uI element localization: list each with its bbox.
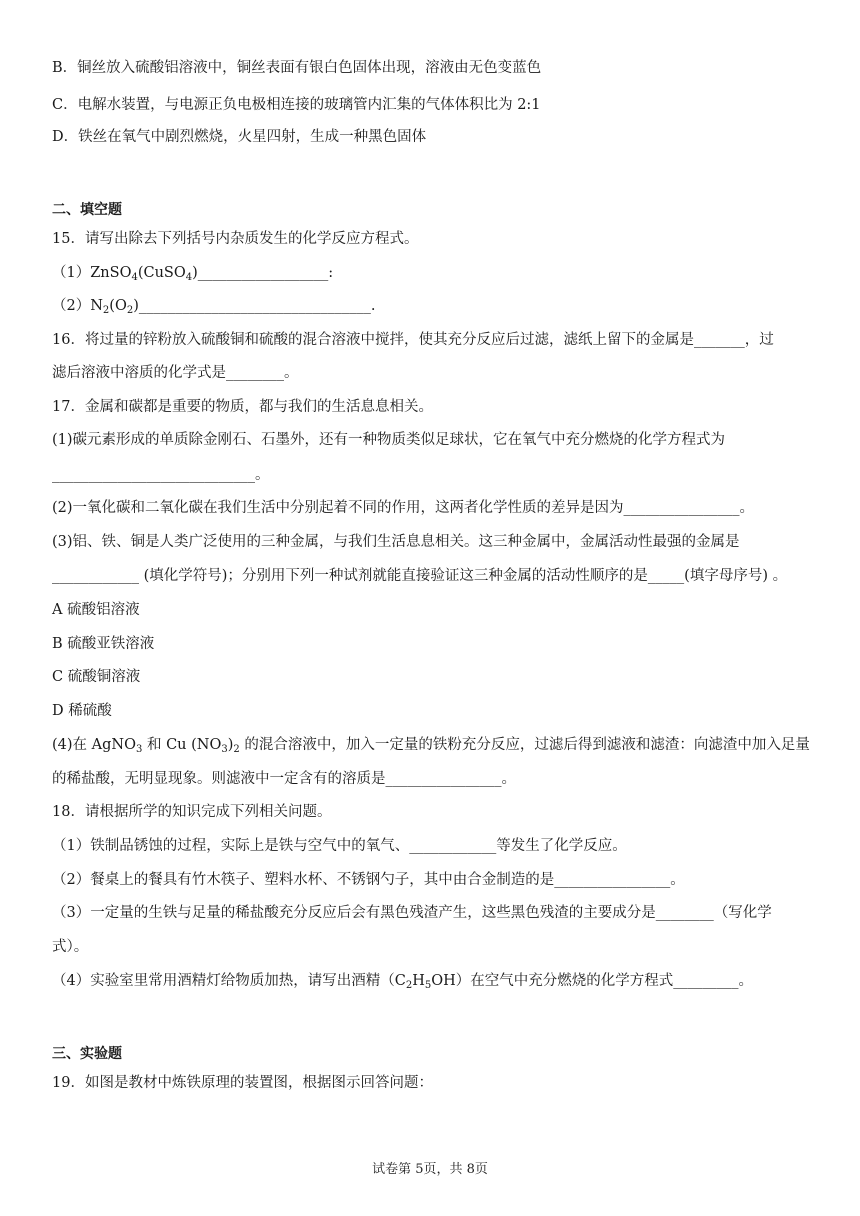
q18-part1: （1）铁制品锈蚀的过程，实际上是铁与空气中的氧气、____________等发生了化学反应。 <box>52 838 627 854</box>
q17-part3-line1: (3)铝、铁、铜是人类广泛使用的三种金属，与我们生活息息相关。这三种金属中，金属活动性最强的金属是 <box>52 534 740 550</box>
option-c: C．电解水装置，与电源正负电极相连接的玻璃管内汇集的气体体积比为 2:1 <box>52 97 541 113</box>
section-title-fill-in: 二、填空题 <box>52 202 122 218</box>
q16-line1: 16．将过量的锌粉放入硫酸铜和硫酸的混合溶液中搅拌，使其充分反应后过滤，滤纸上留下的金属是_______，过 <box>52 332 774 348</box>
q19-stem: 19．如图是教材中炼铁原理的装置图，根据图示回答问题： <box>52 1075 433 1091</box>
page-footer: 试卷第 5页，共 8页 <box>372 1162 488 1177</box>
q18-part4: （4）实验室里常用酒精灯给物质加热，请写出酒精$(C_2H_5OH)$在空气中充分燃烧的化学方程式_________。 <box>52 973 754 991</box>
q17-option-b: B 硫酸亚铁溶液 <box>52 636 155 652</box>
q18-stem: 18．请根据所学的知识完成下列相关问题。 <box>52 804 332 820</box>
q17-part4-line2: 的稀盐酸，无明显现象。则滤液中一定含有的溶质是________________。 <box>52 771 516 787</box>
q17-option-d: D 稀硫酸 <box>52 703 112 719</box>
q15-part1: （1）ZnSO$_4$(CuSO$_4$)__________________: <box>52 265 334 283</box>
q18-part2: （2）餐桌上的餐具有竹木筷子、塑料水杯、不锈钢勺子，其中由合金制造的是________________。 <box>52 872 685 888</box>
q17-part1-line1: (1)碳元素形成的单质除金刚石、石墨外，还有一种物质类似足球状，它在氧气中充分燃烧的化学方程式为 <box>52 432 726 448</box>
q17-part1-line2: ____________________________。 <box>52 467 270 483</box>
q15-stem: 15．请写出除去下列括号内杂质发生的化学反应方程式。 <box>52 231 419 247</box>
section-title-experiment: 三、实验题 <box>52 1046 122 1062</box>
q17-option-a: A 硫酸铝溶液 <box>52 602 140 618</box>
q15-part2: $(2)N_2(O_2)\_\_\_\_\_\_\_\_\_\_\_\_\_\_\_\_\_\_\_\_\_\_\_\_\_\_\_\_\_\_\_\_$. <box>52 298 376 316</box>
q17-stem: 17．金属和碳都是重要的物质，都与我们的生活息息相关。 <box>52 399 433 415</box>
q17-part2: (2)一氧化碳和二氧化碳在我们生活中分别起着不同的作用，这两者化学性质的差异是因为________________。 <box>52 500 755 516</box>
q17-option-c: C 硫酸铜溶液 <box>52 669 141 685</box>
option-d: D．铁丝在氧气中剧烈燃烧，火星四射，生成一种黑色固体 <box>52 129 427 145</box>
option-b: B．铜丝放入硫酸铝溶液中，铜丝表面有银白色固体出现，溶液由无色变蓝色 <box>52 60 542 76</box>
q16-line2: 滤后溶液中溶质的化学式是________。 <box>52 365 299 381</box>
q18-part3-line1: （3）一定量的生铁与足量的稀盐酸充分反应后会有黑色残渣产生，这些黑色残渣的主要成分是________（写化学 <box>52 905 772 921</box>
q18-part3-line2: 式）。 <box>52 939 89 955</box>
q17-part3-line2: ____________ (填化学符号)；分别用下列一种试剂就能直接验证这三种金属的活动性顺序的是_____(填字母序号) 。 <box>52 568 788 584</box>
q17-part4-line1: (4)在 AgNO$_3$ 和 Cu $(NO_3)_2$ 的混合溶液中，加入一定量的铁粉充分反应，过滤后得到滤液和滤渣：向滤渣中加入足量 <box>52 737 810 755</box>
